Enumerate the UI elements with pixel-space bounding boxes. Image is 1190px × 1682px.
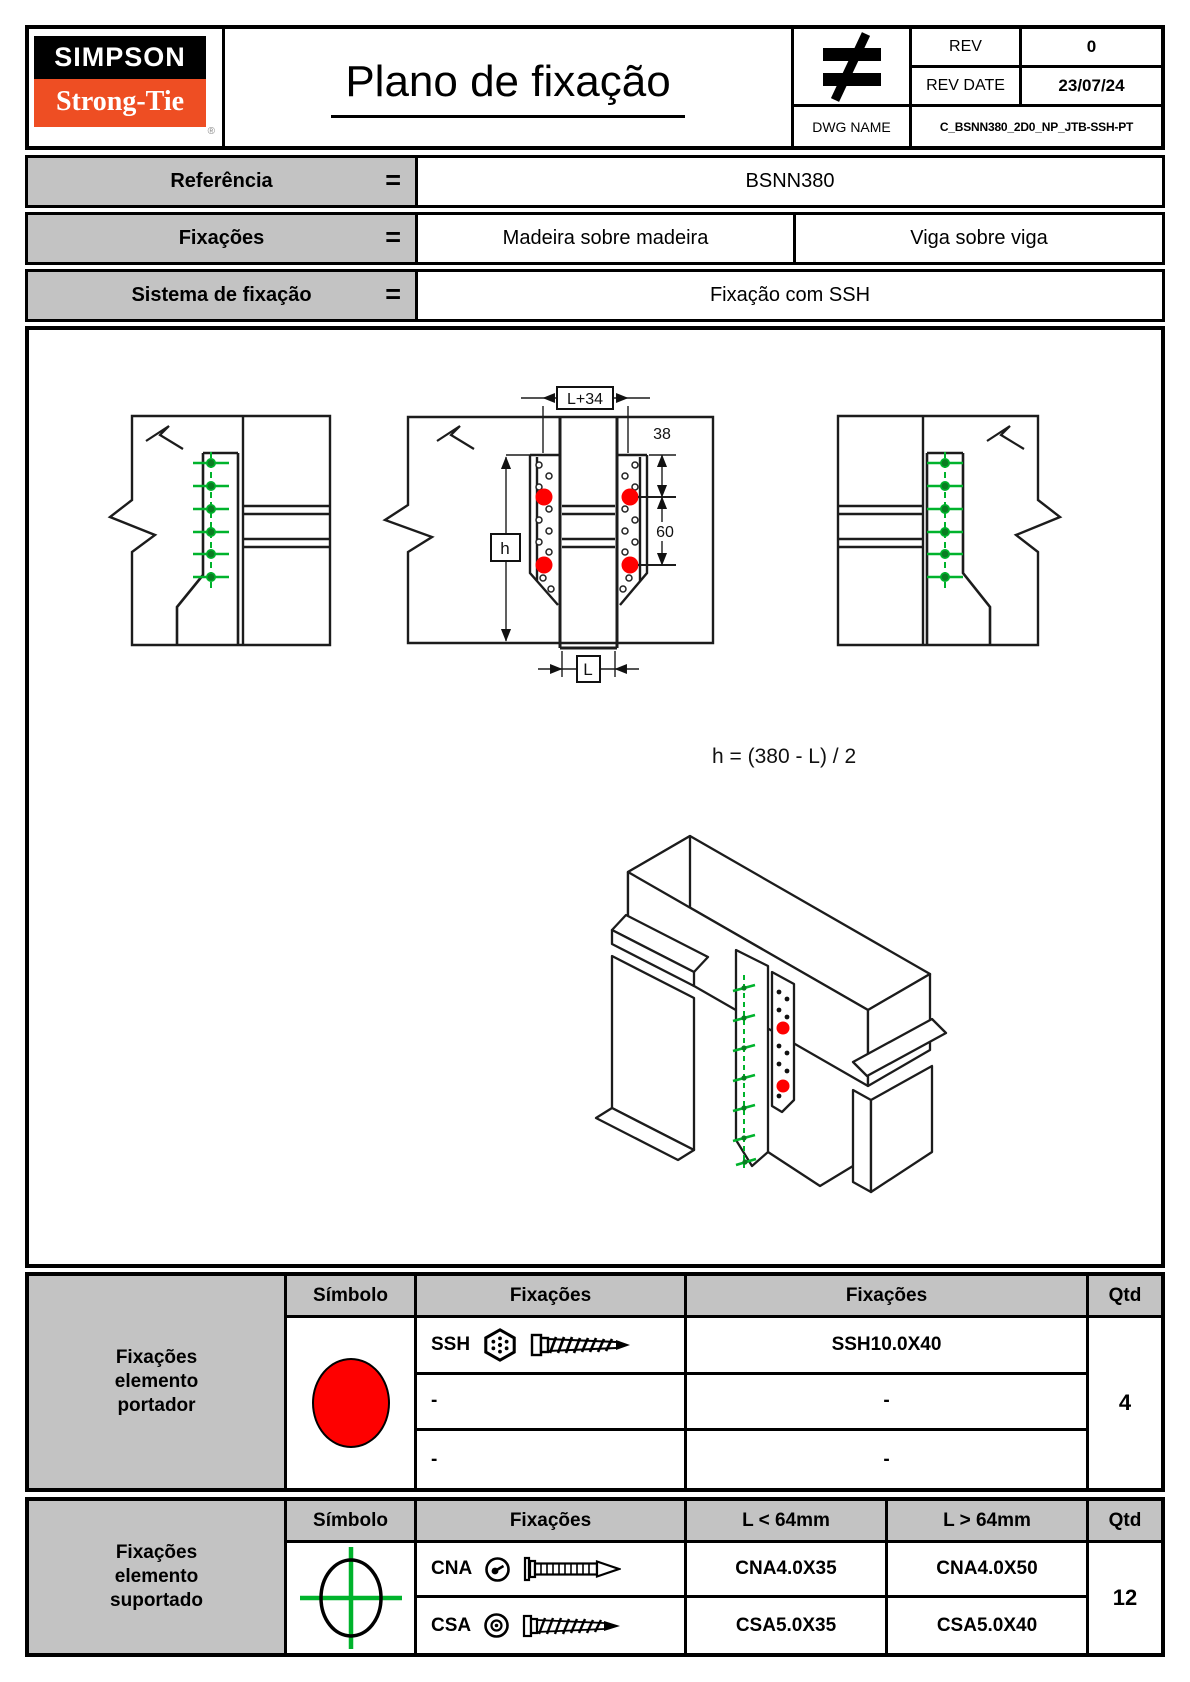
simpson-strongtie-logo — [34, 36, 215, 137]
technical-drawing — [29, 330, 1161, 1264]
break-symbol — [987, 426, 1024, 449]
rev-date-value: 23/07/24 — [1022, 68, 1161, 107]
simpson-wordmark: SIMPSON — [34, 36, 206, 79]
registered-mark: ® — [207, 126, 215, 137]
header — [25, 25, 1165, 150]
col-header-fixacoes: Fixações — [417, 1501, 687, 1543]
fastener-code: CNA — [431, 1558, 473, 1579]
fastener-name: - — [687, 1375, 1089, 1432]
system-value: Fixação com SSH — [709, 284, 871, 306]
fastener-gt: CSA5.0X40 — [888, 1598, 1089, 1653]
col-header-symbol: Símbolo — [287, 1276, 417, 1318]
hanger-plate-left — [530, 455, 560, 605]
info-row-reference — [25, 155, 1165, 208]
dim-60: 60 — [656, 524, 674, 541]
fastener-row-cna — [417, 1543, 687, 1598]
drawing-area — [25, 326, 1165, 1268]
reference-label-text: Referência — [170, 170, 273, 192]
fixings-value-material: Madeira sobre madeira — [418, 215, 796, 262]
fastener-row-empty-2 — [417, 1431, 687, 1488]
strongtie-wordmark: Strong-Tie — [34, 79, 206, 127]
dim-h: h — [500, 539, 510, 558]
table-suportado-row-label: Fixações elemento suportado — [29, 1501, 287, 1653]
col-header-gt64: L > 64mm — [888, 1501, 1089, 1543]
equals-sign: = — [385, 278, 401, 309]
rev-value: 0 — [1022, 29, 1161, 68]
fixings-label — [28, 215, 418, 262]
portador-symbol-cell — [287, 1318, 417, 1488]
fastener-lt: CNA4.0X35 — [687, 1543, 888, 1598]
revision-block — [794, 29, 1161, 146]
table-portador — [25, 1272, 1165, 1492]
view-2d-front — [385, 387, 713, 682]
csa-screw-icon — [522, 1611, 622, 1641]
cna-head-icon — [484, 1556, 511, 1583]
not-equal-icon — [794, 29, 912, 107]
supported-beam — [736, 950, 768, 1166]
system-label-text: Sistema de fixação — [131, 284, 312, 306]
dim-top-width: L+34 — [566, 391, 604, 408]
col-header-symbol: Símbolo — [287, 1501, 417, 1543]
fastener-lt: CSA5.0X35 — [687, 1598, 888, 1653]
fixings-value-type: Viga sobre viga — [910, 227, 1048, 249]
fixings-label-text: Fixações — [178, 227, 265, 249]
hex-washer-icon — [482, 1327, 518, 1363]
page-title: Plano de fixação — [331, 57, 684, 118]
reference-label — [28, 158, 418, 205]
fastener-code: - — [431, 1448, 438, 1470]
info-row-fixings — [25, 212, 1165, 265]
break-symbol — [146, 426, 183, 449]
green-crosshair-symbol — [292, 1543, 410, 1653]
rev-label: REV — [912, 29, 1022, 68]
ssh-screw-icon — [530, 1328, 632, 1362]
csa-head-icon — [483, 1612, 510, 1639]
red-circle-symbol — [312, 1358, 390, 1448]
fastener-name: SSH10.0X40 — [687, 1318, 1089, 1375]
portador-qty: 4 — [1118, 1390, 1132, 1415]
view-2d-right — [838, 416, 1060, 645]
header-logo — [29, 29, 222, 146]
fastener-row-ssh — [417, 1318, 687, 1375]
view-3d — [596, 836, 946, 1192]
nail-holes — [536, 462, 638, 592]
break-symbol — [437, 426, 474, 449]
equals-sign: = — [385, 221, 401, 252]
cna-nail-icon — [523, 1554, 621, 1584]
title-cell — [222, 29, 794, 146]
fastener-code: SSH — [431, 1333, 471, 1355]
equals-sign: = — [385, 164, 401, 195]
info-row-system — [25, 269, 1165, 322]
fastener-code: - — [431, 1390, 438, 1412]
col-header-qtd: Qtd — [1089, 1501, 1161, 1543]
reference-value: BSNN380 — [745, 170, 835, 192]
col-header-lt64: L < 64mm — [687, 1501, 888, 1543]
fastener-row-csa — [417, 1598, 687, 1653]
table-portador-row-label: Fixações elemento portador — [29, 1276, 287, 1488]
view-2d-left — [110, 416, 330, 645]
system-label — [28, 272, 418, 319]
fastener-row-empty-1 — [417, 1375, 687, 1432]
table-suportado — [25, 1497, 1165, 1657]
formula: h = (380 - L) / 2 — [712, 745, 857, 768]
rev-date-label: REV DATE — [912, 68, 1022, 107]
dim-L: L — [583, 660, 593, 679]
dwg-name-label: DWG NAME — [794, 107, 912, 146]
suportado-symbol-cell — [287, 1543, 417, 1653]
fastener-gt: CNA4.0X50 — [888, 1543, 1089, 1598]
col-header-fixacoes-icon: Fixações — [417, 1276, 687, 1318]
col-header-qtd: Qtd — [1089, 1276, 1161, 1318]
fixings-values — [418, 215, 1162, 262]
dimensions — [491, 387, 680, 682]
fastener-name: - — [687, 1431, 1089, 1488]
dwg-name-value: C_BSNN380_2D0_NP_JTB-SSH-PT — [939, 119, 1134, 134]
fastener-code: CSA — [431, 1614, 472, 1636]
col-header-fixacoes-name: Fixações — [687, 1276, 1089, 1318]
dim-38: 38 — [653, 426, 671, 443]
suportado-qty: 12 — [1112, 1585, 1138, 1610]
